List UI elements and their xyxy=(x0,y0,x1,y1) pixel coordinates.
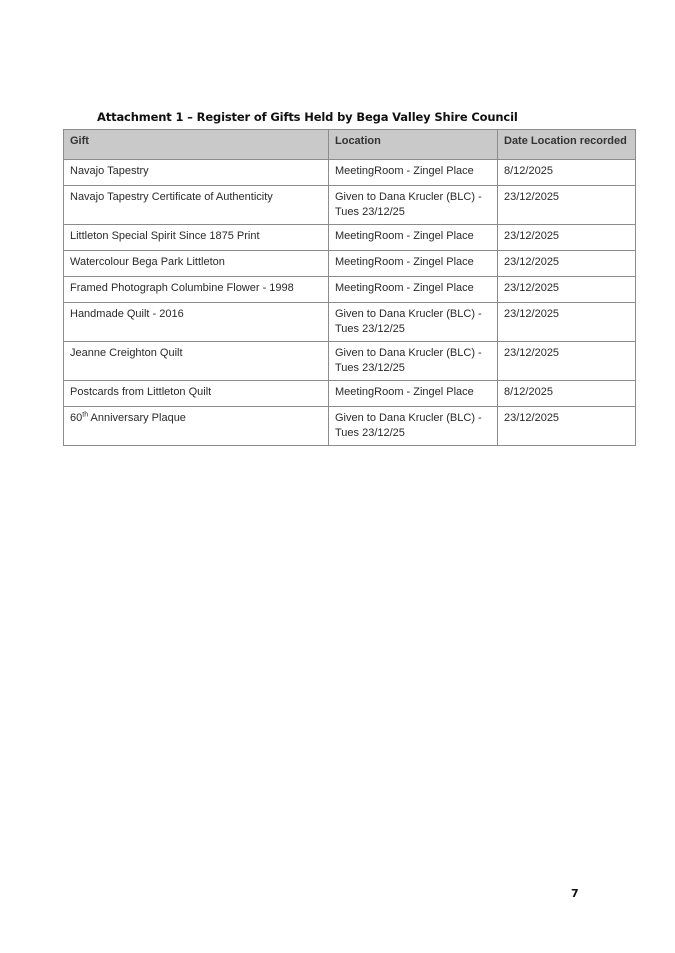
cell-date: 8/12/2025 xyxy=(498,381,636,407)
table-row xyxy=(64,160,636,186)
cell-gift: Littleton Special Spirit Since 1875 Print xyxy=(64,225,329,251)
location-line: Given to Dana Krucler (BLC) - xyxy=(335,412,482,424)
cell-gift: Navajo Tapestry Certificate of Authenticity xyxy=(64,186,329,225)
cell-date: 23/12/2025 xyxy=(498,251,636,277)
cell-gift: Postcards from Littleton Quilt xyxy=(64,381,329,407)
location-line: Tues 23/12/25 xyxy=(335,206,405,218)
cell-date: 8/12/2025 xyxy=(498,160,636,186)
location-line: Tues 23/12/25 xyxy=(335,362,405,374)
cell-location: MeetingRoom - Zingel Place xyxy=(329,251,498,277)
ordinal-suffix: th xyxy=(82,411,89,419)
document-title: Attachment 1 – Register of Gifts Held by Bega Valley Shire Council xyxy=(97,110,518,124)
gift-number: 60 xyxy=(70,412,83,424)
cell-location: MeetingRoom - Zingel Place xyxy=(329,381,498,407)
cell-location: MeetingRoom - Zingel Place xyxy=(329,277,498,303)
cell-date: 23/12/2025 xyxy=(498,225,636,251)
cell-location xyxy=(329,342,498,381)
table-row xyxy=(64,342,636,381)
cell-gift: Framed Photograph Columbine Flower - 1998 xyxy=(64,277,329,303)
table-row xyxy=(64,186,636,225)
table-row xyxy=(64,251,636,277)
table-header-row xyxy=(64,130,636,160)
cell-date: 23/12/2025 xyxy=(498,186,636,225)
page-number: 7 xyxy=(571,887,579,900)
table-row xyxy=(64,407,636,446)
cell-location xyxy=(329,186,498,225)
cell-location xyxy=(329,303,498,342)
header-date-location-recorded: Date Location recorded xyxy=(498,130,636,160)
table-row xyxy=(64,225,636,251)
cell-date: 23/12/2025 xyxy=(498,407,636,446)
location-line: Given to Dana Krucler (BLC) - xyxy=(335,347,482,359)
cell-date: 23/12/2025 xyxy=(498,277,636,303)
cell-gift: Handmade Quilt - 2016 xyxy=(64,303,329,342)
location-line: Tues 23/12/25 xyxy=(335,323,405,335)
table-row xyxy=(64,303,636,342)
cell-gift: Watercolour Bega Park Littleton xyxy=(64,251,329,277)
header-location: Location xyxy=(329,130,498,160)
gift-register-table xyxy=(63,129,636,446)
cell-location xyxy=(329,407,498,446)
cell-gift: Jeanne Creighton Quilt xyxy=(64,342,329,381)
cell-gift: Navajo Tapestry xyxy=(64,160,329,186)
gift-text: Anniversary Plaque xyxy=(88,412,186,424)
cell-location: MeetingRoom - Zingel Place xyxy=(329,160,498,186)
table-row xyxy=(64,381,636,407)
location-line: Given to Dana Krucler (BLC) - xyxy=(335,191,482,203)
cell-gift xyxy=(64,407,329,446)
header-gift: Gift xyxy=(64,130,329,160)
table-row xyxy=(64,277,636,303)
location-line: Tues 23/12/25 xyxy=(335,427,405,439)
cell-location: MeetingRoom - Zingel Place xyxy=(329,225,498,251)
cell-date: 23/12/2025 xyxy=(498,342,636,381)
cell-date: 23/12/2025 xyxy=(498,303,636,342)
location-line: Given to Dana Krucler (BLC) - xyxy=(335,308,482,320)
